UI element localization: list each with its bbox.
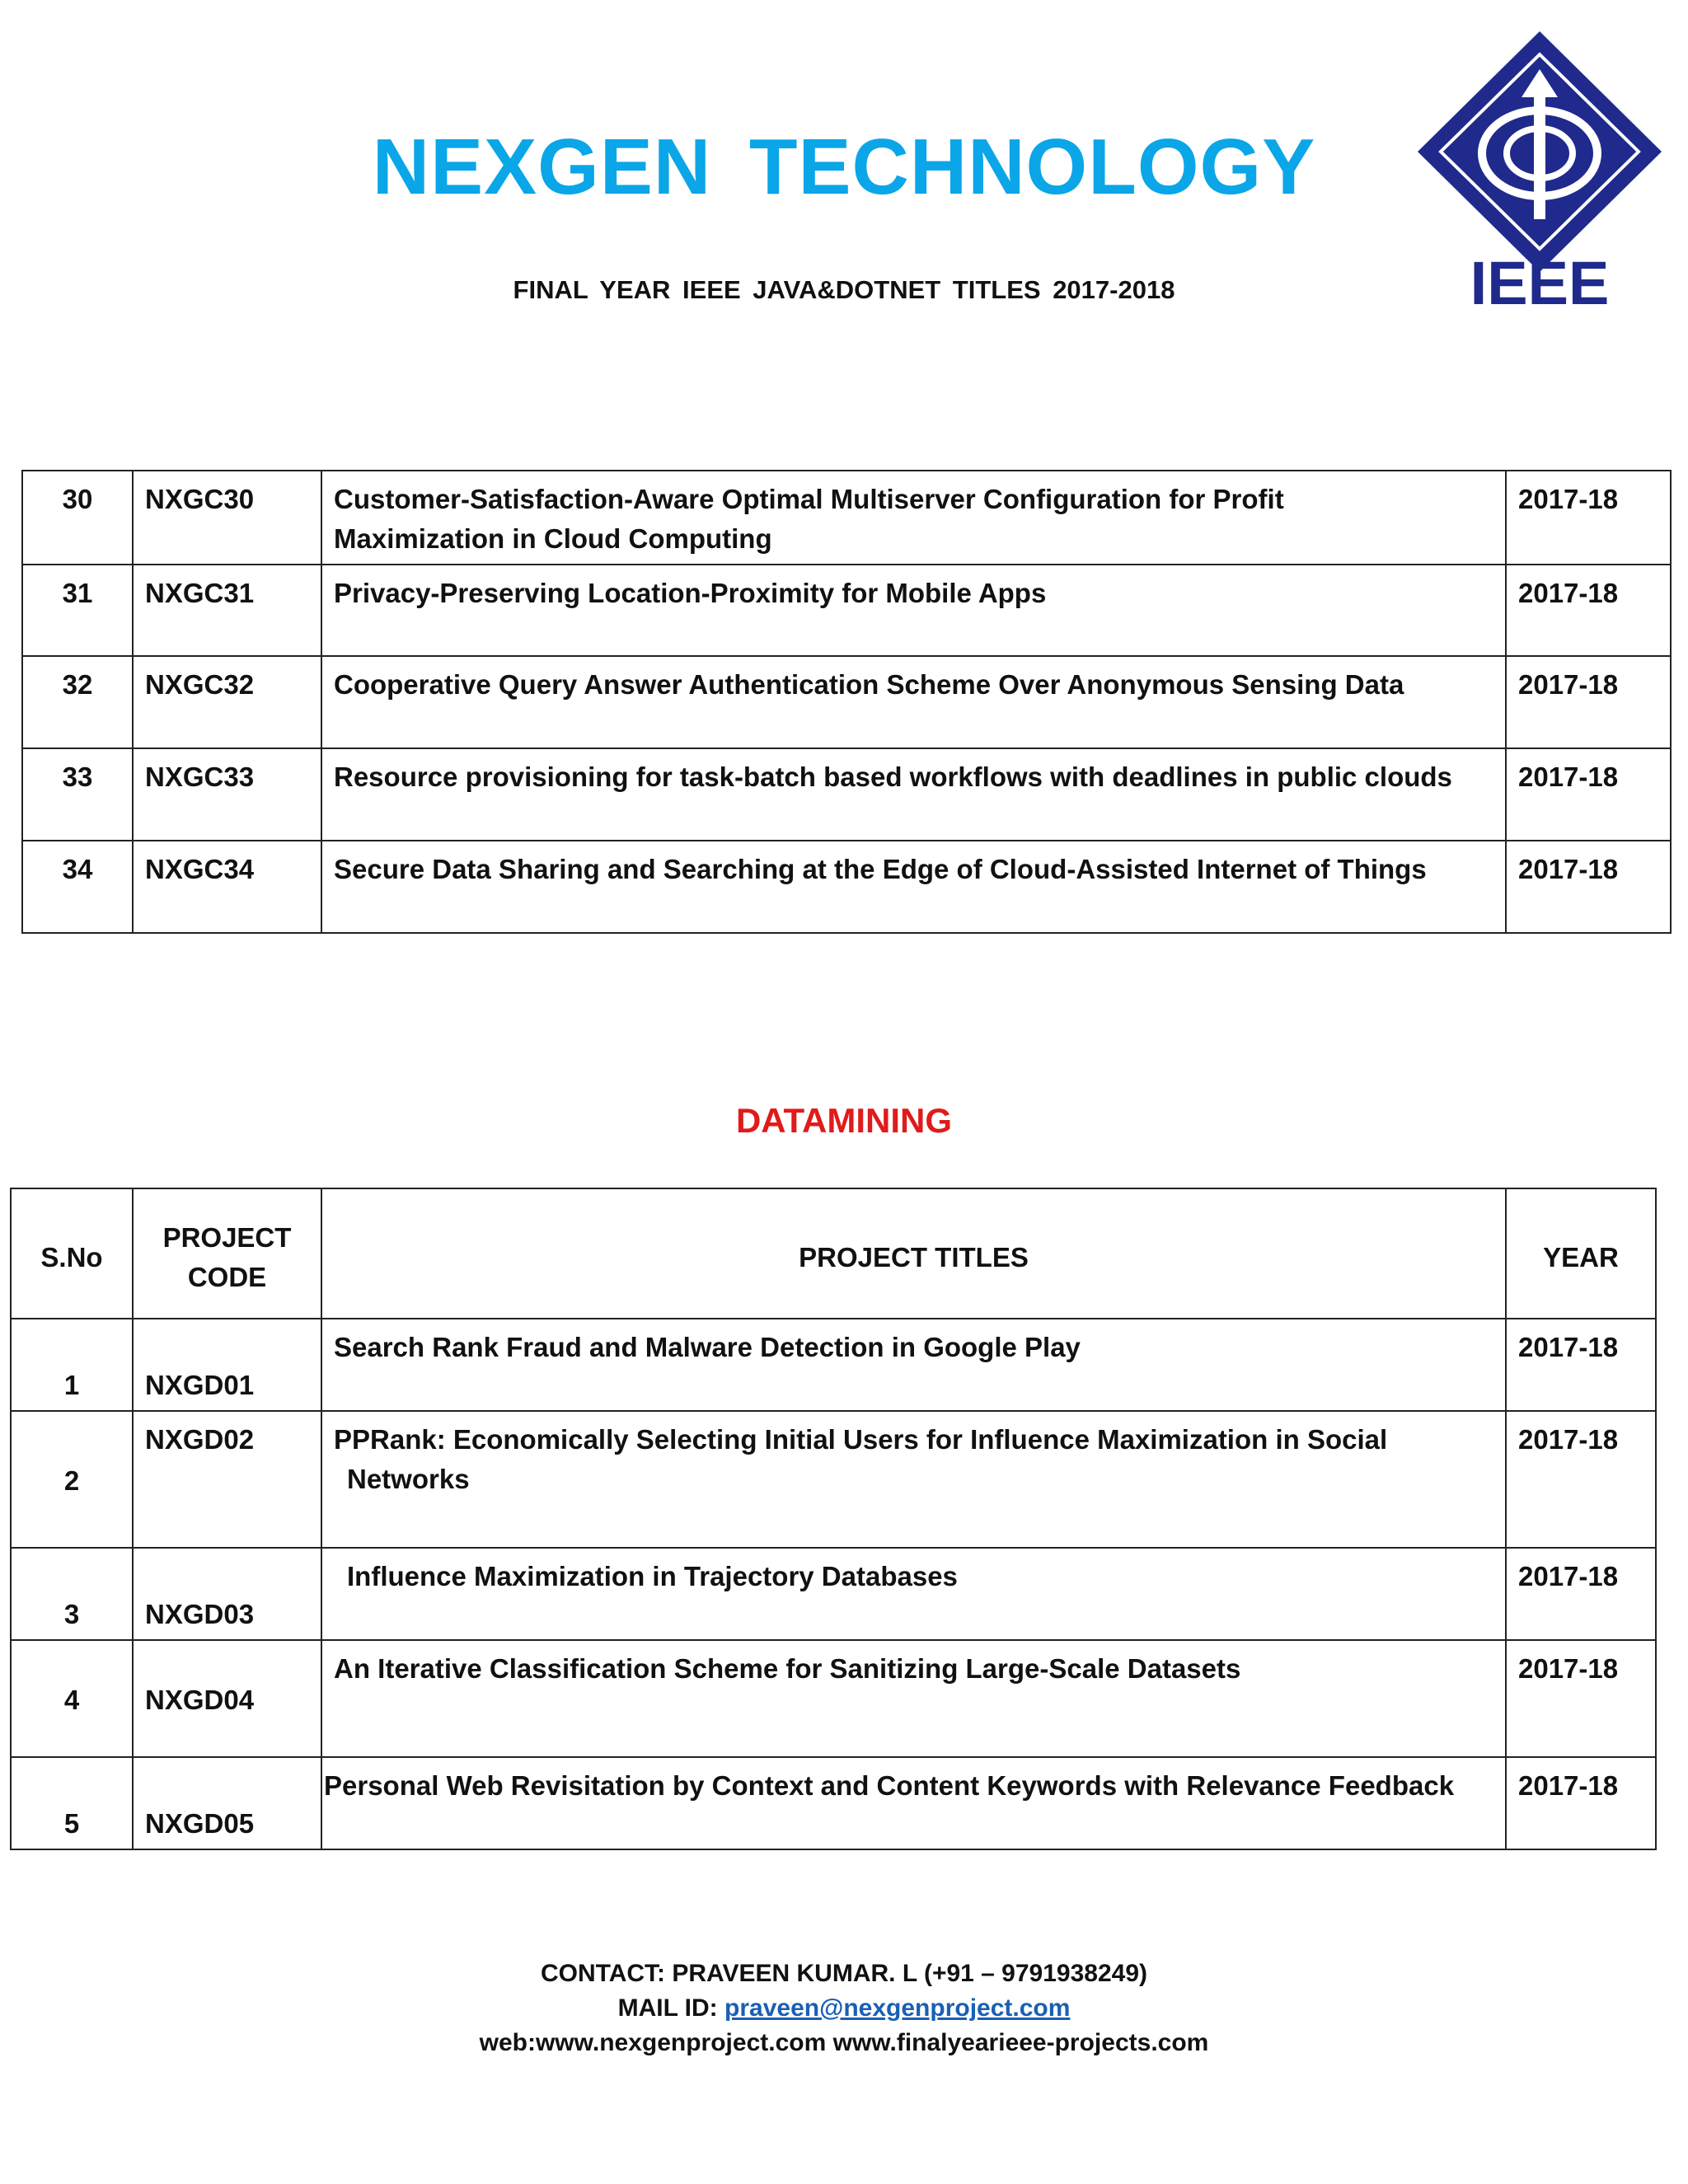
row-project-code: NXGC32: [133, 656, 321, 748]
title-line: Resource provisioning for task-batch based workflows with deadlines in public clouds: [334, 762, 1452, 792]
title-line: Secure Data Sharing and Searching at the Edge of Cloud-Assisted Internet of Things: [334, 854, 1427, 884]
row-year: 2017-18: [1506, 1548, 1656, 1640]
header-code-line: PROJECT: [162, 1222, 292, 1253]
row-sno: 4: [11, 1640, 133, 1757]
table-row: [22, 656, 1671, 748]
row-year: 2017-18: [1506, 565, 1671, 656]
title-line: Maximization in Cloud Computing: [334, 523, 772, 554]
document-subtitle: FINAL YEAR IEEE JAVA&DOTNET TITLES 2017-2018: [513, 275, 1175, 304]
header-code-line: CODE: [187, 1262, 267, 1292]
mail-link[interactable]: praveen@nexgenproject.com: [724, 1994, 1071, 2022]
row-project-code: NXGC30: [133, 471, 321, 565]
row-year: 2017-18: [1506, 748, 1671, 841]
title-line: PPRank: Economically Selecting Initial Users for Influence Maximization in Social: [334, 1424, 1388, 1455]
row-project-code: NXGC34: [133, 841, 321, 933]
row-project-title: [321, 1548, 1506, 1640]
web-line: web:www.nexgenproject.com www.finalyearieee-projects.com: [479, 2029, 1209, 2056]
title-line: Influence Maximization in Trajectory Databases: [347, 1561, 958, 1591]
row-project-title: [321, 1640, 1506, 1757]
row-project-code: NXGD01: [133, 1319, 321, 1411]
row-sno: 2: [11, 1411, 133, 1548]
title-line: Customer-Satisfaction-Aware Optimal Multiserver Configuration for Profit: [334, 484, 1284, 514]
row-project-title: [321, 1411, 1506, 1548]
row-project-code: NXGD03: [133, 1548, 321, 1640]
row-sno: 1: [11, 1319, 133, 1411]
header-year: YEAR: [1506, 1188, 1656, 1319]
table-row: [11, 1411, 1656, 1548]
table-header-row: [11, 1188, 1656, 1319]
datamining-projects-table: [10, 1188, 1657, 1850]
row-project-title: [321, 748, 1506, 841]
row-project-code: NXGD05: [133, 1757, 321, 1849]
row-project-title: [321, 471, 1506, 565]
row-sno: 32: [22, 656, 133, 748]
title-line: Cooperative Query Answer Authentication Scheme Over Anonymous Sensing Data: [334, 669, 1404, 700]
row-project-code: NXGD02: [133, 1411, 321, 1548]
table-row: [22, 565, 1671, 656]
row-year: 2017-18: [1506, 841, 1671, 933]
section-heading-datamining: DATAMINING: [735, 1101, 953, 1140]
title-line: Personal Web Revisitation by Context and Content Keywords with Relevance Feedback: [324, 1770, 1455, 1801]
row-sno: 34: [22, 841, 133, 933]
mail-line: [0, 1991, 1688, 2026]
table-row: [11, 1757, 1656, 1849]
row-project-title: [321, 841, 1506, 933]
row-project-title: [321, 565, 1506, 656]
ieee-logo: [1416, 30, 1663, 310]
table-row: [22, 748, 1671, 841]
row-sno: 5: [11, 1757, 133, 1849]
header-project-code: [133, 1188, 321, 1319]
row-year: 2017-18: [1506, 1640, 1656, 1757]
ieee-logo-wordmark: IEEE: [1470, 249, 1610, 310]
title-line: An Iterative Classification Scheme for Sanitizing Large-Scale Datasets: [334, 1653, 1241, 1684]
row-year: 2017-18: [1506, 1411, 1656, 1548]
row-year: 2017-18: [1506, 1757, 1656, 1849]
table-row: [11, 1548, 1656, 1640]
row-project-code: NXGC33: [133, 748, 321, 841]
row-project-title: [321, 656, 1506, 748]
table-row: [22, 841, 1671, 933]
row-sno: 30: [22, 471, 133, 565]
row-project-title: [321, 1319, 1506, 1411]
table-row: [11, 1640, 1656, 1757]
row-sno: 33: [22, 748, 133, 841]
cloud-projects-table: [21, 470, 1672, 934]
table-row: [22, 471, 1671, 565]
row-sno: 3: [11, 1548, 133, 1640]
row-year: 2017-18: [1506, 471, 1671, 565]
header-project-titles: PROJECT TITLES: [321, 1188, 1506, 1319]
row-sno: 31: [22, 565, 133, 656]
title-line: Networks: [347, 1464, 470, 1494]
title-line: Search Rank Fraud and Malware Detection in Google Play: [334, 1332, 1081, 1362]
row-project-title: [321, 1757, 1506, 1849]
row-year: 2017-18: [1506, 1319, 1656, 1411]
contact-line: CONTACT: PRAVEEN KUMAR. L (+91 – 9791938249): [540, 1960, 1148, 1987]
footer-contact-block: [0, 1957, 1688, 2060]
row-project-code: NXGC31: [133, 565, 321, 656]
row-project-code: NXGD04: [133, 1640, 321, 1757]
company-title: NEXGEN TECHNOLOGY: [372, 123, 1316, 211]
header-sno: S.No: [11, 1188, 133, 1319]
mail-label: MAIL ID:: [617, 1994, 718, 2022]
table-row: [11, 1319, 1656, 1411]
row-year: 2017-18: [1506, 656, 1671, 748]
title-line: Privacy-Preserving Location-Proximity for Mobile Apps: [334, 578, 1047, 608]
